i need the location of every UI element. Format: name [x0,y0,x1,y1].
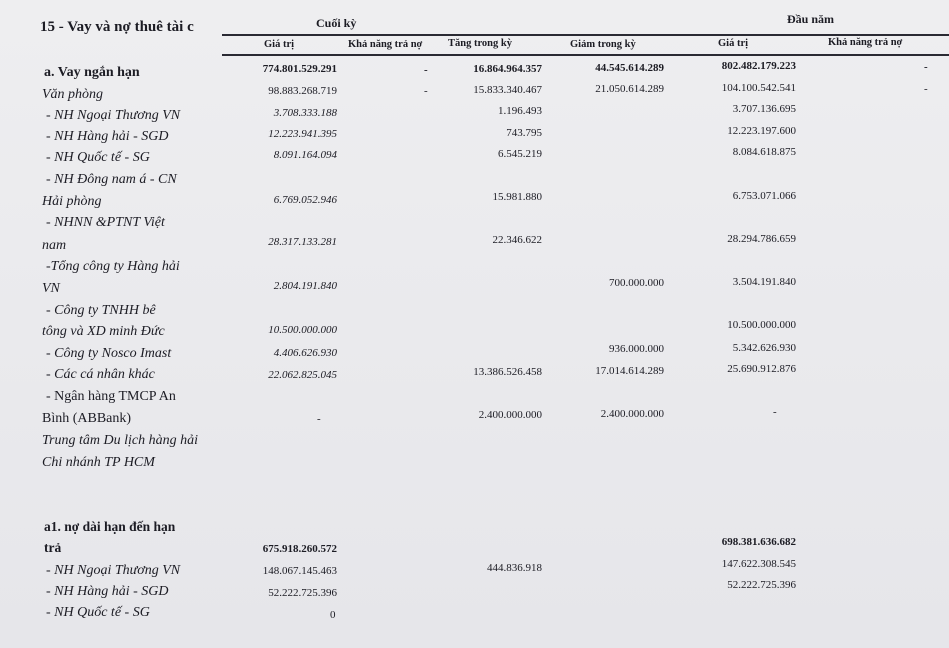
row-value-start: 3.504.191.840 [732,276,796,288]
row-label-cont: Bình (ABBank) [42,411,132,426]
row-label: - NH Đông nam á - CN [46,172,177,187]
row-label: - NH Hàng hải - SGD [46,129,169,144]
long-term-value-end: 675.918.260.572 [262,543,337,555]
row-increase: 15.981.880 [492,191,542,203]
short-term-label: a. Vay ngắn hạn [44,65,140,80]
lt-row-value-end: 0 [330,609,336,621]
row-label: - Các cá nhân khác [46,367,155,382]
header-value-end: Giá trị [264,39,295,50]
office-increase: 15.833.340.467 [473,84,542,96]
row-value-end: 6.769.052.946 [273,194,337,206]
row-label: - NH Quốc tế - SG [46,150,150,165]
row-label: - NH Ngoại Thương VN [46,108,181,123]
office-value-end: 98.883.268.719 [268,85,337,97]
row-increase: 2.400.000.000 [478,409,542,421]
lt-row-value-end: 148.067.145.463 [262,565,337,577]
lt-row-label: - NH Hàng hải - SGD [46,584,169,599]
office-label: Văn phòng [42,87,104,102]
header-value-start: Giá trị [718,38,749,49]
row-value-start: 28.294.786.659 [727,233,796,245]
row-value-end: 12.223.941.395 [268,128,337,140]
row-value-start: 25.690.912.876 [727,363,796,375]
row-value-start: 3.707.136.695 [732,103,796,115]
row-value-start: 5.342.626.930 [732,342,796,354]
short-term-value-end: 774.801.529.291 [262,63,337,75]
row-label-cont: VN [42,281,60,296]
row-value-end: 10.500.000.000 [268,324,337,336]
row-increase: 6.545.219 [498,148,542,160]
long-term-value-start: 698.381.636.682 [721,536,796,548]
office-decrease: 21.050.614.289 [595,83,664,95]
header-repay-start: Khả năng trả nợ [828,37,903,48]
row-value-end: - [317,413,321,425]
office-value-start: 104.100.542.541 [721,82,796,94]
lt-row-label: - NH Ngoại Thương VN [46,563,181,578]
lt-row-increase: 444.836.918 [487,562,542,574]
row-label-cont: Chi nhánh TP HCM [42,455,155,470]
header-rule-bottom [222,54,949,56]
row-value-start: 6.753.071.066 [732,190,796,202]
row-label: - NHNN &PTNT Việt [46,215,165,230]
row-label-cont: tông và XD minh Đức [42,324,165,339]
header-rule-top [222,34,949,36]
header-decrease: Giảm trong kỳ [570,39,636,50]
row-decrease: 2.400.000.000 [600,408,664,420]
row-increase: 743.795 [506,127,542,139]
row-label: - Ngân hàng TMCP An [46,389,176,404]
lt-row-label: - NH Quốc tế - SG [46,605,150,620]
row-value-end: 22.062.825.045 [268,369,337,381]
group-start-year: Đầu năm [787,12,835,26]
row-label: Trung tâm Du lịch hàng hải [42,433,198,448]
lt-row-value-start: 52.222.725.396 [727,579,796,591]
row-decrease: 700.000.000 [609,277,664,289]
row-value-end: 3.708.333.188 [273,107,337,119]
short-term-repay-start: - [924,61,928,73]
row-increase: 1.196.493 [498,105,542,117]
row-increase: 13.386.526.458 [473,366,542,378]
row-label-cont: Hải phòng [42,194,102,209]
row-label: - Công ty Nosco Imast [46,346,172,361]
row-decrease: 17.014.614.289 [595,365,664,377]
header-repay-end: Khả năng trả nợ [348,39,423,50]
short-term-value-start: 802.482.179.223 [721,60,796,72]
long-term-label: a1. nợ dài hạn đến hạn [44,519,176,534]
long-term-label-cont: trả [44,540,62,555]
header-increase: Tăng trong kỳ [448,38,512,49]
lt-row-value-start: 147.622.308.545 [721,558,796,570]
office-repay-end: - [424,85,428,97]
row-value-start: 10.500.000.000 [727,319,796,331]
short-term-increase: 16.864.964.357 [473,63,542,75]
lt-row-value-end: 52.222.725.396 [268,587,337,599]
row-decrease: 936.000.000 [609,343,664,355]
row-value-end: 4.406.626.930 [273,347,337,359]
row-increase: 22.346.622 [492,234,542,246]
group-end-period: Cuối kỳ [316,16,357,30]
row-value-end: 28.317.133.281 [268,236,337,248]
row-value-end: 2.804.191.840 [273,280,337,292]
short-term-repay-end: - [424,64,428,76]
row-label-cont: nam [42,238,67,253]
row-label: - Công ty TNHH bê [46,303,156,318]
row-value-start: 12.223.197.600 [727,125,796,137]
short-term-decrease: 44.545.614.289 [595,62,664,74]
section-title: 15 - Vay và nợ thuê tài c [40,19,194,35]
row-value-start: - [773,406,777,418]
row-value-start: 8.084.618.875 [732,146,796,158]
office-repay-start: - [924,83,928,95]
row-label: -Tổng công ty Hàng hải [46,259,180,274]
row-value-end: 8.091.164.094 [273,149,337,161]
